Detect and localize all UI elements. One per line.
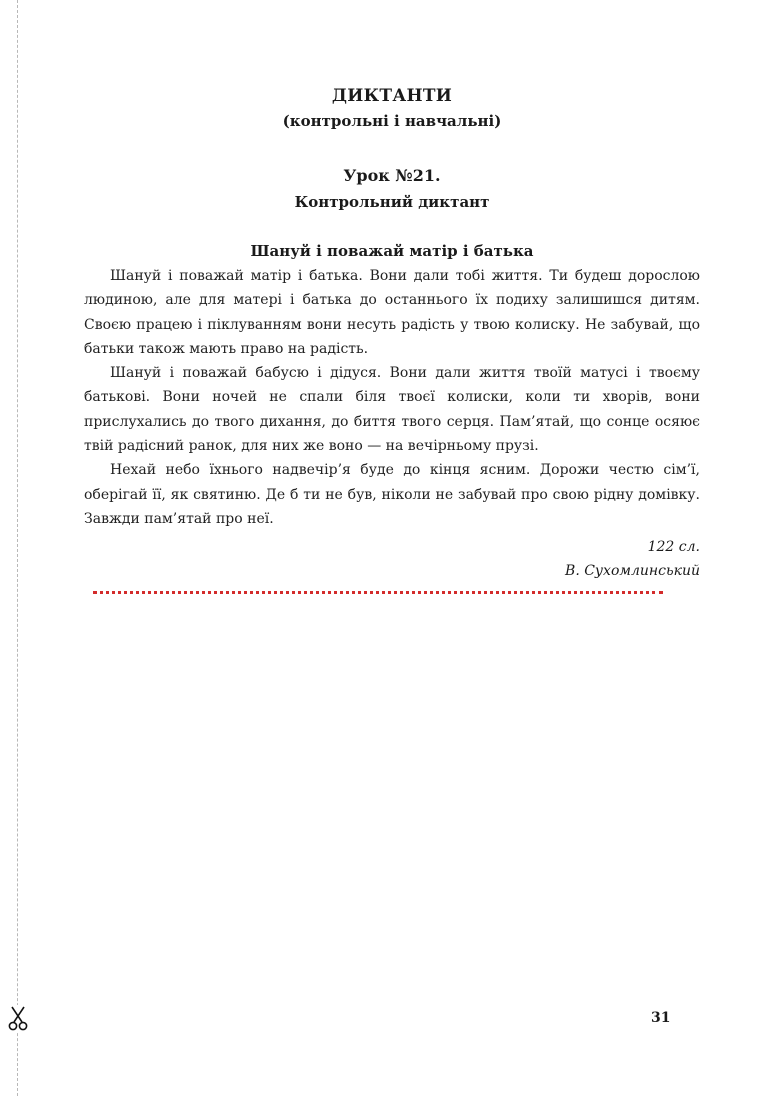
lesson-type: Контрольний диктант [294, 193, 490, 211]
dictation-title: Шануй і поважай матір і батька [250, 242, 534, 260]
section-subtitle: (контрольні і навчальні) [282, 112, 502, 130]
section-title: ДИКТАНТИ [331, 86, 453, 106]
paragraph-2: Шануй і поважай бабусю і дідуся. Вони дали життя твоїй матусі і твоєму батькові. Вони ночей не спали біля твоєї колиски, коли ти хворів, вони прислухались до твого дихання, до биття твого серця. Пам’ятай, що сонце осяює твій радісний ранок, для них же воно — на вечірньому прузі. [84, 365, 700, 455]
page-number: 31 [651, 1010, 671, 1026]
cut-line [17, 0, 18, 1096]
scissors-icon [7, 1005, 29, 1033]
word-count: 122 сл. [647, 539, 700, 556]
paragraph-3: Нехай небо їхнього надвечір’я буде до кінця ясним. Дорожи честю сім’ї, оберігай її, як святиню. Де б ти не був, ніколи не забувай про свою рідну домівку. Завжди пам’ятай про неї. [84, 462, 700, 527]
lesson-title: Урок №21. [343, 166, 441, 185]
author: В. Сухомлинський [565, 563, 700, 580]
dotted-divider [93, 591, 663, 594]
paragraph-1: Шануй і поважай матір і батька. Вони дали тобі життя. Ти будеш дорослою людиною, але для матері і батька до останнього їх подиху залишишся дитям. Своєю працею і піклуванням вони несуть радість у твою колиску. Не забувай, що батьки також мають право на радість. [84, 268, 700, 357]
page-content [84, 80, 700, 594]
